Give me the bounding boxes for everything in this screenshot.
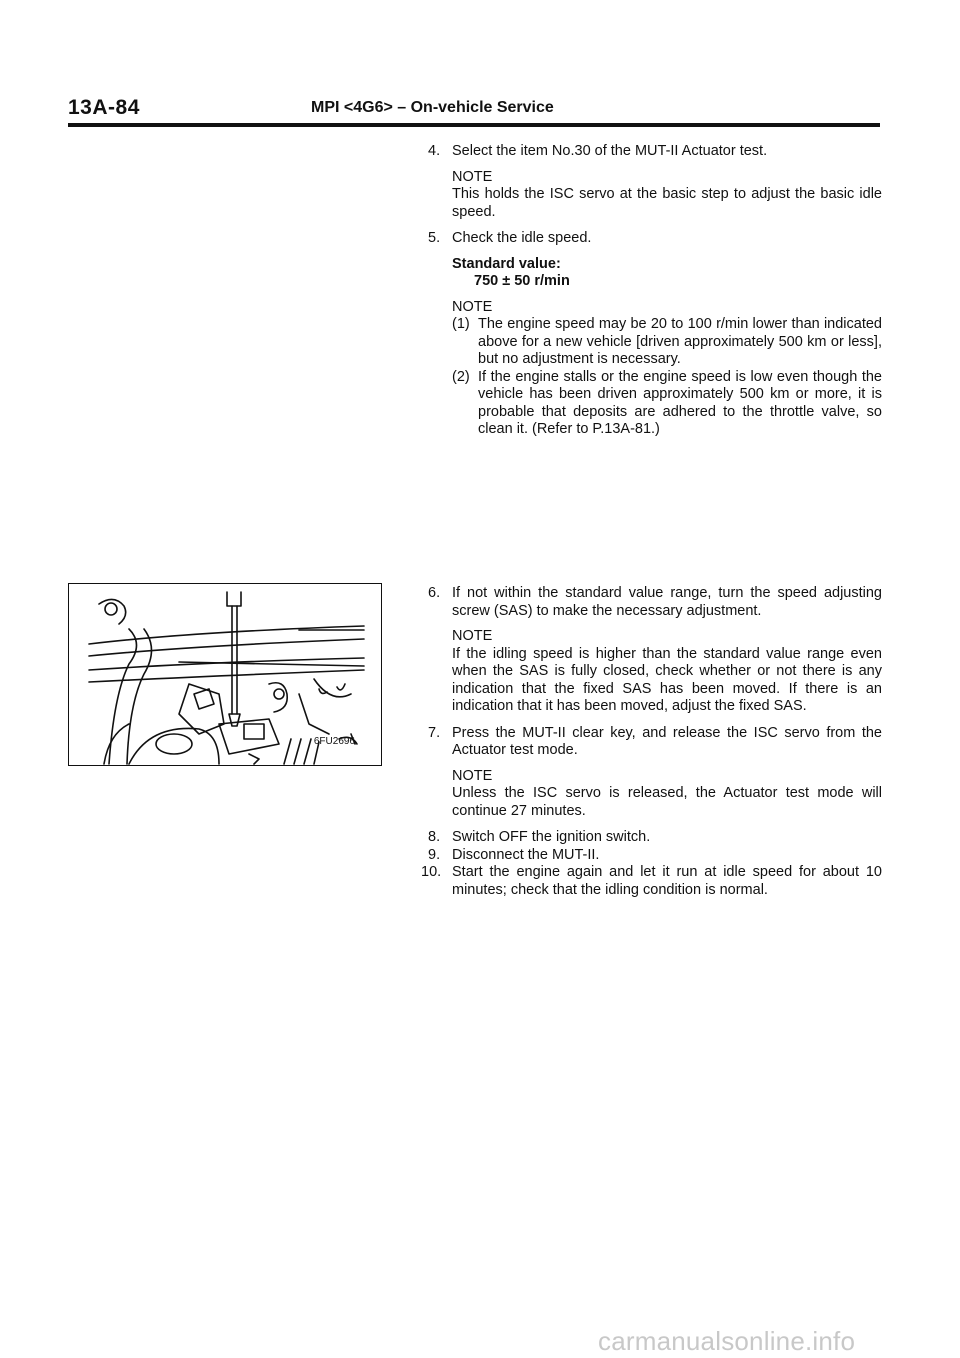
step-text: If not within the standard value range, turn the speed adjusting screw (SAS) to make the necessary adjustment.: [452, 585, 882, 619]
steps-bottom-block: [421, 585, 882, 899]
note-label: NOTE: [452, 298, 493, 315]
page-header: [68, 96, 880, 126]
subnote-text: If the engine stalls or the engine speed is low even though the vehicle has been driven approximately 500 km or more, it is probable that deposits are adhered to the throttle valve, so clean it. (Refer to P.13A-81.): [478, 368, 882, 437]
standard-value-label: Standard value:: [452, 255, 561, 272]
section-title: MPI <4G6> – On-vehicle Service: [311, 99, 554, 116]
step-number: 8.: [428, 829, 441, 845]
throttle-body-illustration: [68, 583, 382, 766]
step-text: Press the MUT-II clear key, and release the ISC servo from the Actuator test mode.: [452, 724, 882, 758]
step-5: [428, 230, 882, 439]
watermark: carmanualsonline.info: [598, 1326, 856, 1356]
step-7: [428, 725, 882, 821]
step-8: [428, 829, 882, 847]
header-rule: [68, 123, 880, 127]
step-9: [428, 847, 882, 865]
note-label: NOTE: [452, 168, 493, 185]
page-number: 13A-84: [68, 96, 140, 119]
figure-id: 6FU2696: [313, 736, 355, 747]
subnote-text: The engine speed may be 20 to 100 r/min lower than indicated above for a new vehicle [driven approximately 500 km or less], but no adjustment is necessary.: [478, 316, 882, 367]
note-text: If the idling speed is higher than the standard value range even when the SAS is fully closed, check whether or not there is any indication that the fixed SAS has been moved. If there is an indication that it has been moved, adjust the fixed SAS.: [452, 645, 882, 714]
step-6: [428, 585, 882, 716]
step-10: [421, 864, 882, 899]
note-label: NOTE: [452, 767, 493, 784]
standard-value: 750 ± 50 r/min: [474, 273, 570, 289]
note-text: This holds the ISC servo at the basic step to adjust the basic idle speed.: [452, 186, 882, 220]
step-number: 5.: [428, 230, 441, 246]
step-text: Disconnect the MUT-II.: [452, 846, 600, 863]
subnote-1: [452, 316, 882, 369]
step-number: 4.: [428, 143, 441, 159]
step-number: 7.: [428, 724, 441, 741]
note-label: NOTE: [452, 628, 493, 644]
step-number: 10.: [421, 864, 442, 880]
subnote-number: (1): [452, 316, 470, 332]
step-text: Start the engine again and let it run at idle speed for about 10 minutes; check that the idling condition is normal.: [452, 864, 882, 898]
step-text: Select the item No.30 of the MUT-II Actuator test.: [452, 143, 768, 159]
step-text: Check the idle speed.: [452, 230, 592, 246]
step-number: 6.: [428, 585, 441, 601]
step-number: 9.: [428, 846, 441, 863]
step-text: Switch OFF the ignition switch.: [452, 829, 651, 845]
subnote-number: (2): [452, 368, 470, 385]
steps-top-block: [428, 143, 882, 439]
subnote-2: [452, 369, 882, 439]
note-text: Unless the ISC servo is released, the Actuator test mode will continue 27 minutes.: [452, 785, 882, 819]
step-4: [428, 143, 882, 221]
